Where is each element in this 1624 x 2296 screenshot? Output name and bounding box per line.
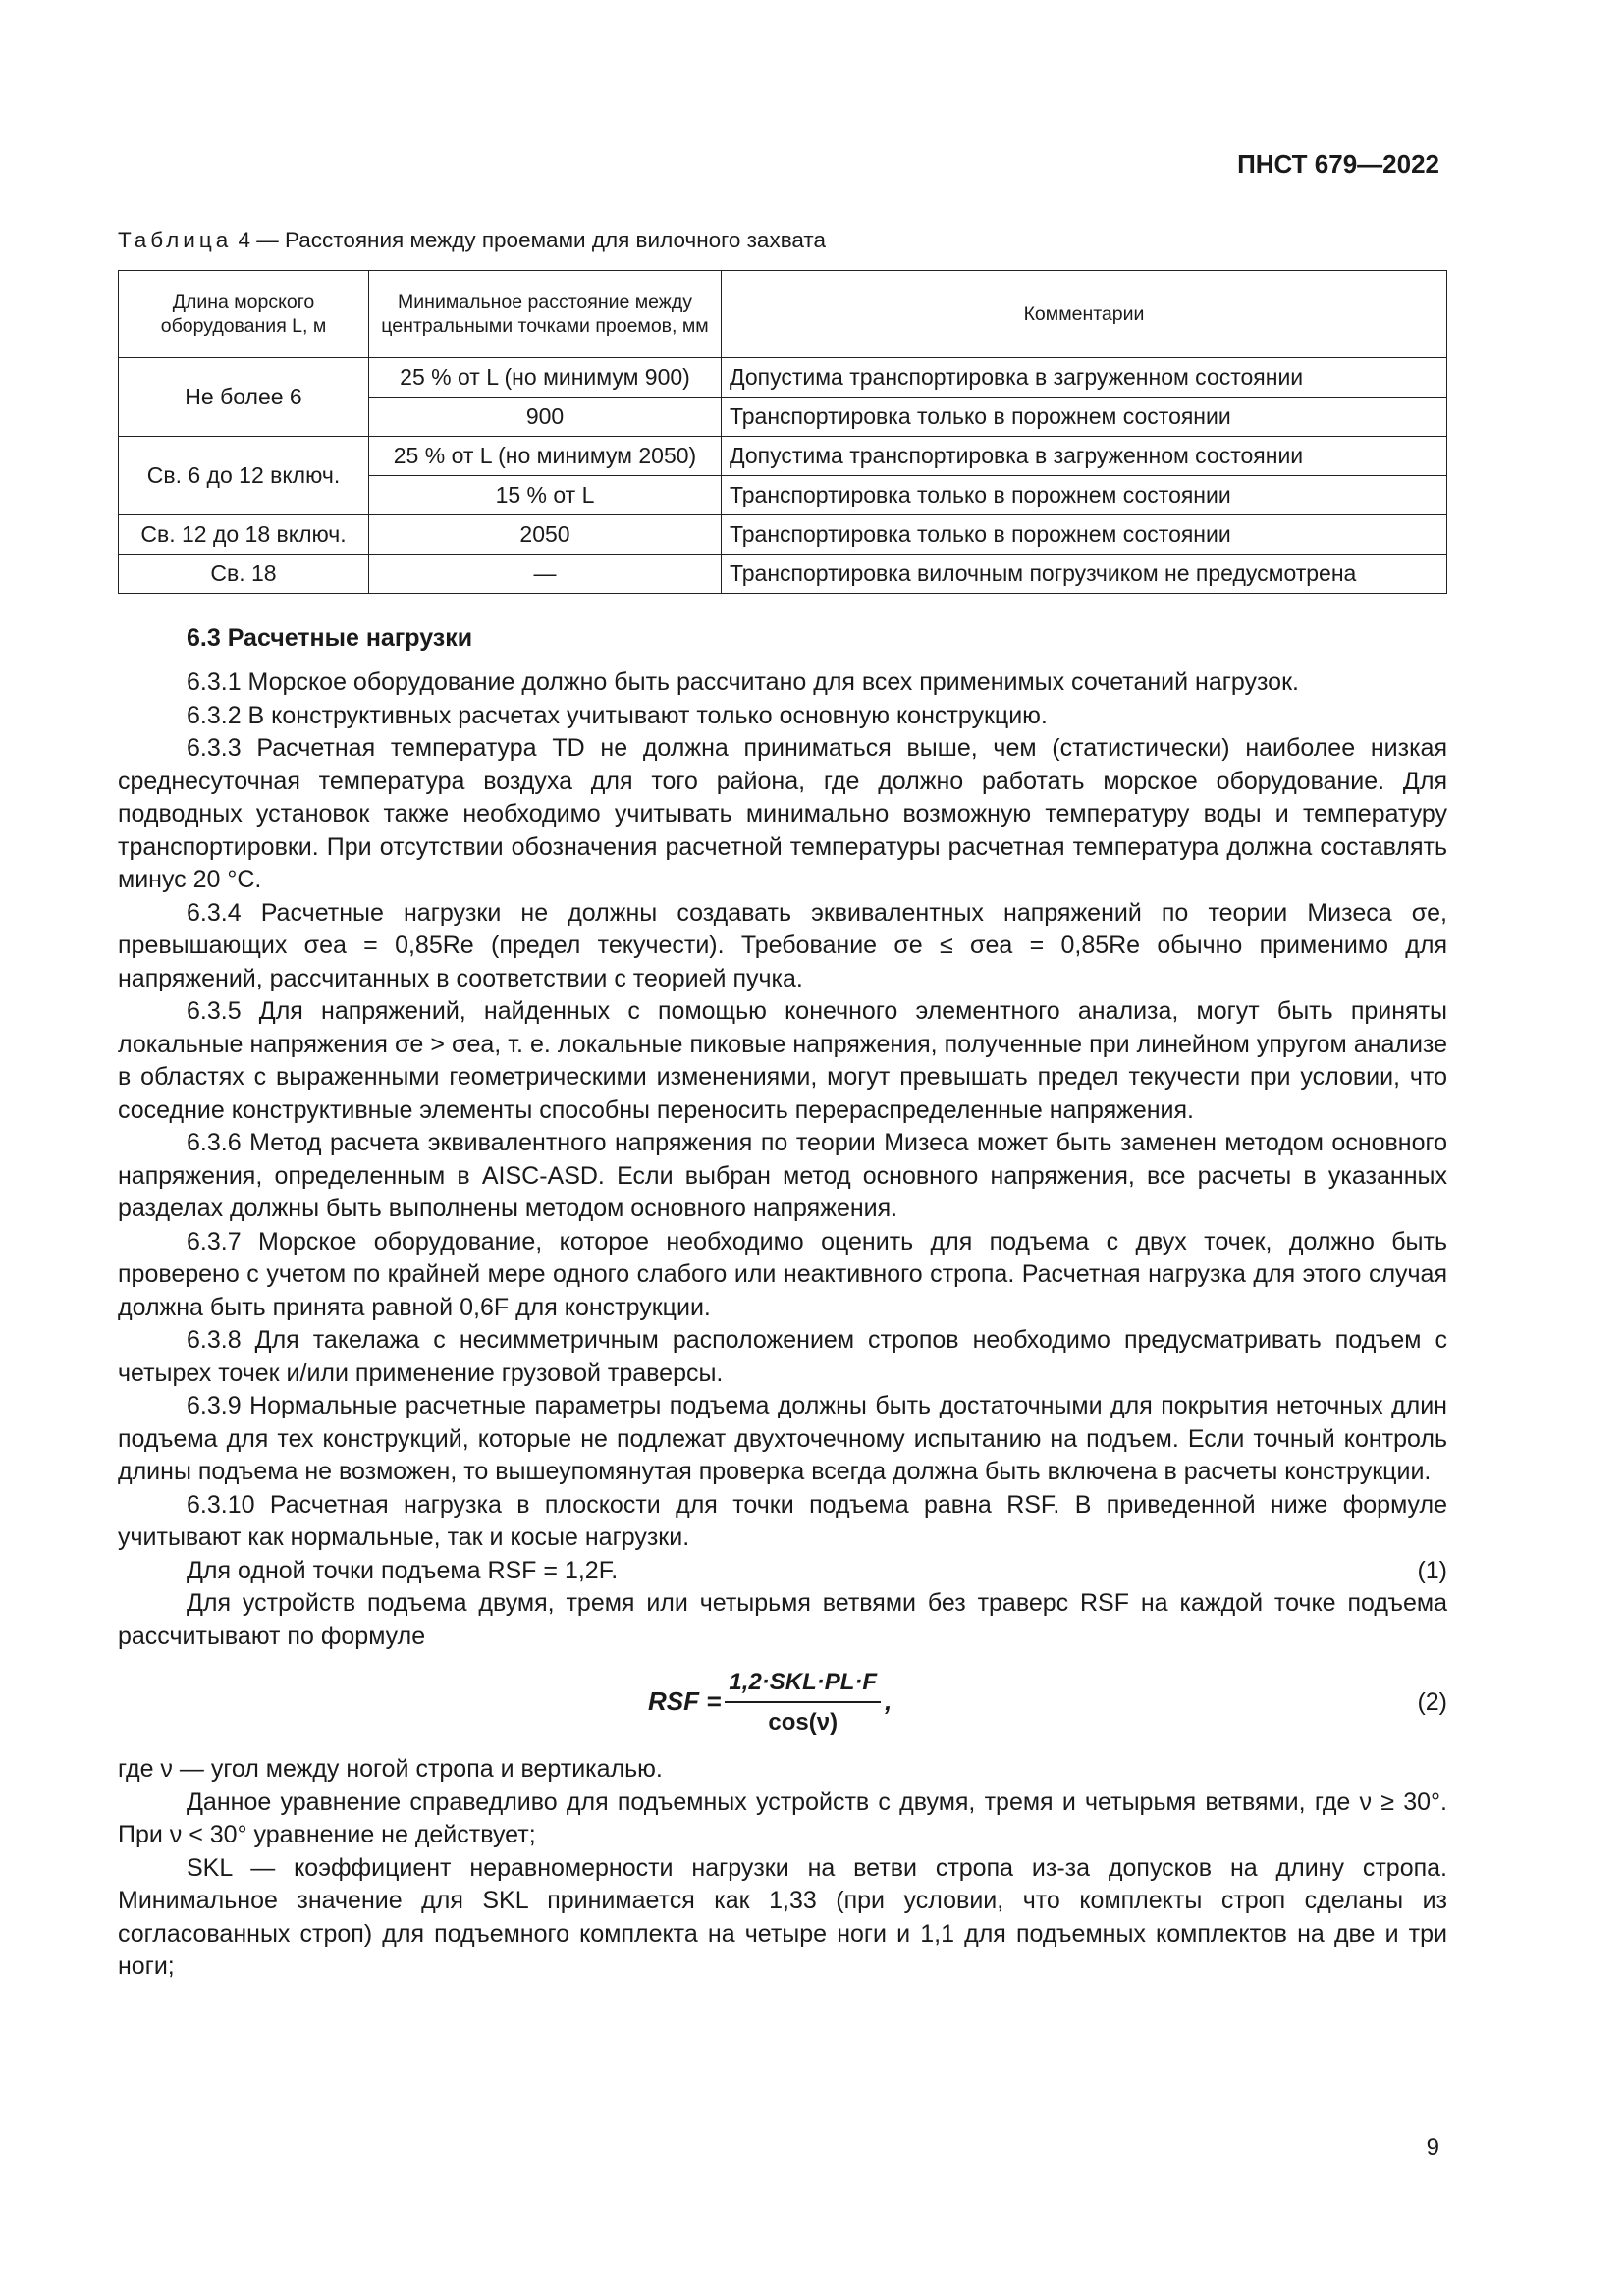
paragraph-skl: SKL — коэффициент неравномерности нагрузки на ветви стропа из-за допусков на длину стропа. Минимальное значение для SKL принимается как 1,33 (при условии, что комплекты строп сделаны из согласованных строп) для подъемного комплекта на четыре ноги и 1,1 для подъемных комплектов на две и три ноги; [118,1853,1447,1980]
equation-2-number: (2) [1417,1688,1447,1716]
paragraph-6-3-3: 6.3.3 Расчетная температура TD не должна приниматься выше, чем (статистически) наиболее низкая среднесуточная температура воздуха для того района, где должно работать морское оборудование. Для подводных установок также необходимо учитывать минимально возможную температуру воды и температуру транспортировки. При отсутствии обозначения расчетной температуры расчетная температура должна составлять минус 20 °С. [118,734,1447,893]
document-code: ПНСТ 679—2022 [1237,149,1439,179]
cell-comment: Транспортировка только в порожнем состоянии [722,398,1447,437]
cell-comment: Допустима транспортировка в загруженном состоянии [722,437,1447,476]
paragraph-multi-leg: Для устройств подъема двумя, тремя или четырьмя ветвями без траверс RSF на каждой точке подъема рассчитывают по формуле [118,1589,1447,1650]
header-length: Длина морского оборудования L, м [119,271,369,358]
cell-distance: 25 % от L (но минимум 900) [369,358,722,398]
paragraph-validity: Данное уравнение справедливо для подъемных устройств с двумя, тремя и четырьмя ветвями, где ν ≥ 30°. При ν < 30° уравнение не действует; [118,1788,1447,1848]
table-caption-prefix: Таблица [118,228,233,252]
forklift-pocket-table [118,270,1447,594]
cell-distance: — [369,555,722,594]
cell-length: Св. 18 [119,555,369,594]
cell-distance: 25 % от L (но минимум 2050) [369,437,722,476]
table-caption-text: 4 — Расстояния между проемами для вилочного захвата [232,228,826,252]
paragraph-6-3-4: 6.3.4 Расчетные нагрузки не должны создавать эквивалентных напряжений по теории Мизеса σe, превышающих σea = 0,85Re (предел текучести). Требование σe ≤ σea = 0,85Re обычно применимо для напряжений, рассчитанных в соответствии с теорией пучка. [118,898,1447,992]
cell-distance: 15 % от L [369,476,722,515]
formula-lhs: RSF = [648,1686,722,1717]
header-comments: Комментарии [722,271,1447,358]
formula-fraction [725,1666,881,1739]
table-caption [118,228,826,253]
table-row [119,515,1447,555]
formula-numerator: 1,2·SKL·PL·F [725,1666,881,1704]
formula-2 [648,1663,892,1741]
cell-length: Св. 6 до 12 включ. [119,437,369,515]
cell-length: Не более 6 [119,358,369,437]
cell-distance: 900 [369,398,722,437]
where-nu: где ν — угол между ногой стропа и вертикалью. [118,1755,663,1783]
cell-length: Св. 12 до 18 включ. [119,515,369,555]
header-distance: Минимальное расстояние между центральными точками проемов, мм [369,271,722,358]
equation-1-text: Для одной точки подъема RSF = 1,2F. [187,1556,619,1584]
formula-denominator: cos(ν) [768,1709,839,1735]
equation-1-number: (1) [1417,1556,1447,1584]
paragraph-6-3-2: 6.3.2 В конструктивных расчетах учитывают только основную конструкцию. [187,701,1048,729]
paragraph-6-3-8: 6.3.8 Для такелажа с несимметричным расположением стропов необходимо предусматривать подъем с четырех точек и/или применение грузовой траверсы. [118,1326,1447,1387]
document-body [118,616,1447,1984]
paragraph-6-3-7: 6.3.7 Морское оборудование, которое необходимо оценить для подъема с двух точек, должно быть проверено с учетом по крайней мере одного слабого или неактивного стропа. Расчетная нагрузка для этого случая должна быть принята равной 0,6F для конструкции. [118,1227,1447,1321]
paragraph-6-3-10: 6.3.10 Расчетная нагрузка в плоскости для точки подъема равна RSF. В приведенной ниже формуле учитывают как нормальные, так и косые нагрузки. [118,1490,1447,1551]
table-header-row [119,271,1447,358]
paragraph-6-3-6: 6.3.6 Метод расчета эквивалентного напряжения по теории Мизеса может быть заменен методом основного напряжения, определенным в AISC-ASD. Если выбран метод основного напряжения, все расчеты в указанных разделах должны быть выполнены методом основного напряжения. [118,1129,1447,1222]
equation-1-line [118,1555,1447,1588]
formula-2-block [118,1663,1447,1745]
table-row [119,358,1447,398]
page-number: 9 [1426,2134,1439,2161]
paragraph-6-3-5: 6.3.5 Для напряжений, найденных с помощью конечного элементного анализа, могут быть приняты локальные напряжения σe > σea, т. е. локальные пиковые напряжения, полученные при линейном упругом анализе в областях с выраженными геометрическими изменениями, могут превышать предел текучести при условии, что соседние конструктивные элементы способны переносить перераспределенные напряжения. [118,997,1447,1124]
cell-comment: Транспортировка вилочным погрузчиком не предусмотрена [722,555,1447,594]
paragraph-6-3-9: 6.3.9 Нормальные расчетные параметры подъема должны быть достаточными для покрытия неточных длин подъема для тех конструкций, которые не подлежат двухточечному испытанию на подъем. Если точный контроль длины подъема не возможен, то вышеупомянутая проверка всегда должна быть включена в расчеты конструкции. [118,1392,1447,1485]
formula-tail: , [885,1686,893,1717]
cell-comment: Транспортировка только в порожнем состоянии [722,476,1447,515]
section-heading: 6.3 Расчетные нагрузки [187,624,473,652]
table-row [119,555,1447,594]
cell-comment: Транспортировка только в порожнем состоянии [722,515,1447,555]
paragraph-6-3-1: 6.3.1 Морское оборудование должно быть рассчитано для всех применимых сочетаний нагрузок. [187,668,1299,696]
table-row [119,437,1447,476]
cell-comment: Допустима транспортировка в загруженном состоянии [722,358,1447,398]
cell-distance: 2050 [369,515,722,555]
